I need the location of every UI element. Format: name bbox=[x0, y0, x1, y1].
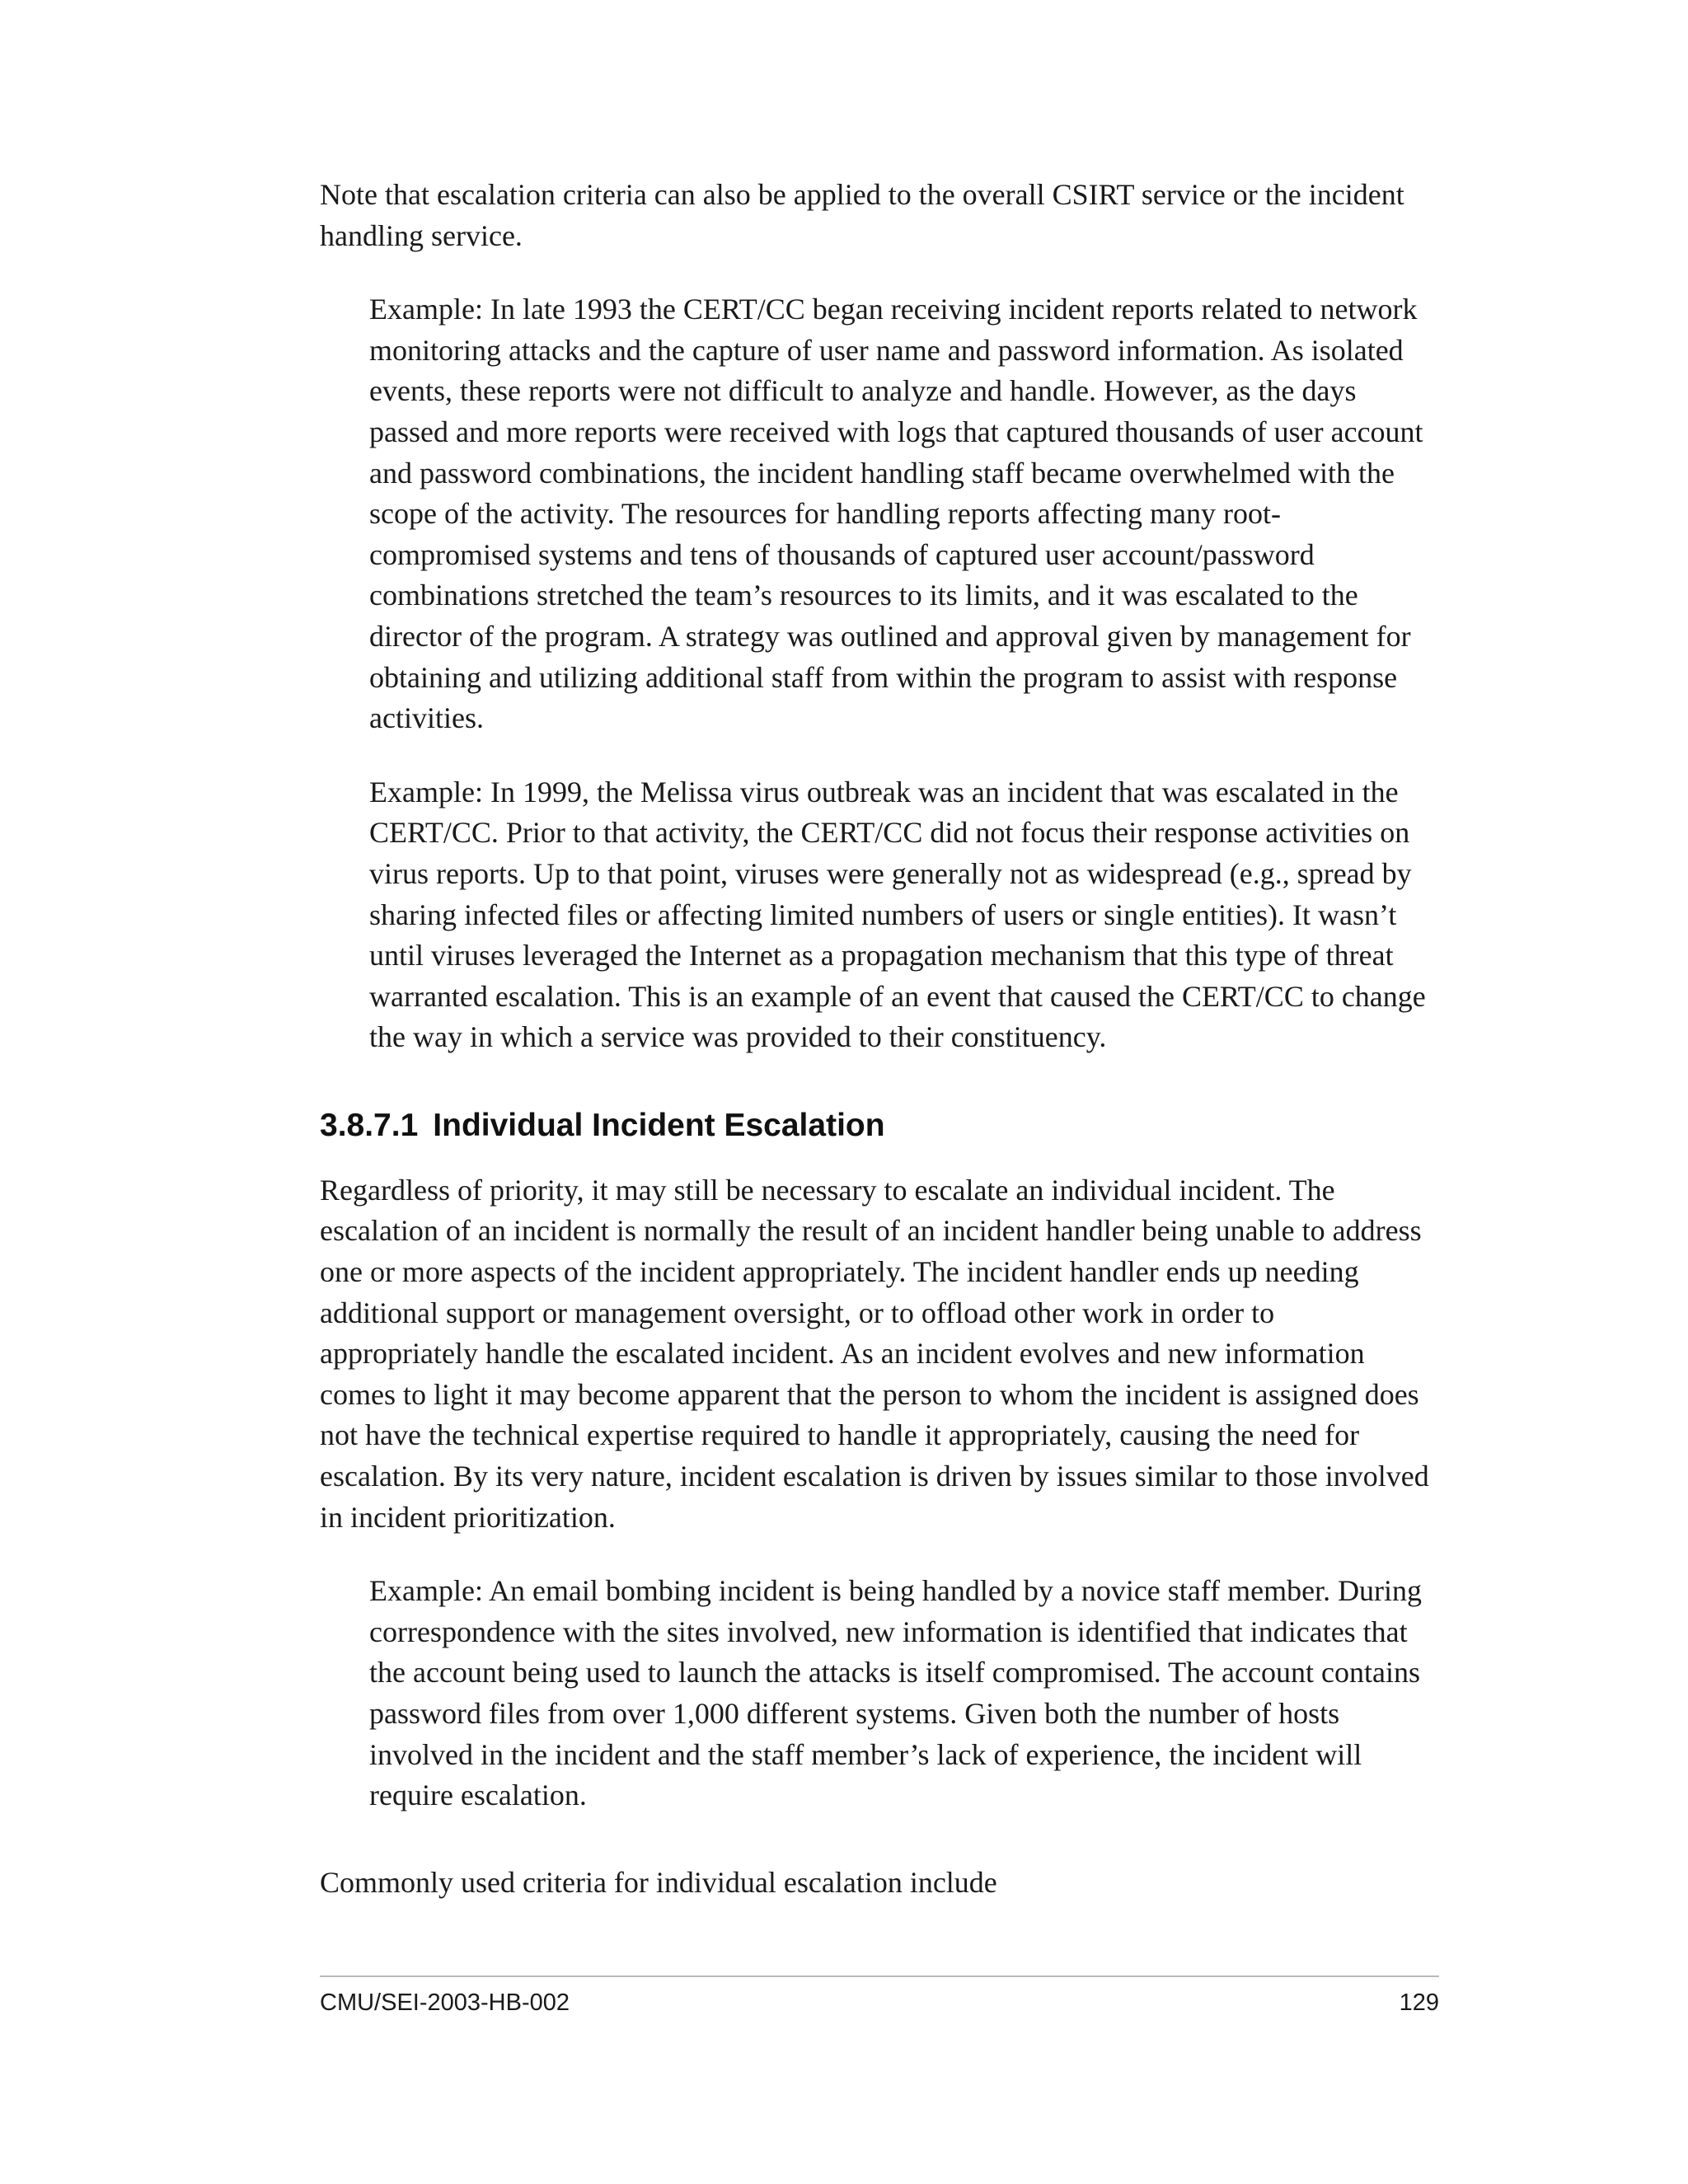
section-title: Individual Incident Escalation bbox=[433, 1107, 885, 1143]
example-1993-paragraph: Example: In late 1993 the CERT/CC began receiving incident reports related to network monitoring attacks and the capture of user name and password information. As isolated events, these reports were not difficult to analyze and handle. However, as the days passed and more reports were received with logs that captured thousands of user account and password combinations, the incident handling staff became overwhelmed with the scope of the activity. The resources for handling reports affecting many root-compromised systems and tens of thousands of captured user account/password combinations stretched the team’s resources to its limits, and it was escalated to the director of the program. A strategy was outlined and approval given by management for obtaining and utilizing additional staff from within the program to assist with response activities. bbox=[369, 293, 1423, 735]
document-id: CMU/SEI-2003-HB-002 bbox=[320, 1990, 570, 2016]
section-heading bbox=[320, 1104, 1439, 1147]
footer-divider bbox=[320, 1975, 1439, 1977]
section-number: 3.8.7.1 bbox=[320, 1107, 419, 1143]
page-number: 129 bbox=[1399, 1990, 1439, 2016]
page-footer bbox=[320, 1986, 1439, 2019]
page-body bbox=[320, 175, 1439, 1903]
criteria-lead-in-paragraph: Commonly used criteria for individual escalation include bbox=[320, 1865, 997, 1899]
escalation-paragraph: Regardless of priority, it may still be necessary to escalate an individual incident. The escalation of an incident is normally the result of an incident handler being unable to address one or more aspects of the incident appropriately. The incident handler ends up needing additional support or management oversight, or to offload other work in order to appropriately handle the escalated incident. As an incident evolves and new information comes to light it may become apparent that the person to whom the incident is assigned does not have the technical expertise required to handle it appropriately, causing the need for escalation. By its very nature, incident escalation is driven by issues similar to those involved in incident prioritization. bbox=[320, 1173, 1429, 1534]
intro-paragraph: Note that escalation criteria can also be applied to the overall CSIRT service or the incident handling service. bbox=[320, 178, 1404, 252]
example-email-bombing-paragraph: Example: An email bombing incident is being handled by a novice staff member. During correspondence with the sites involved, new information is identified that indicates that the account being used to launch the attacks is itself compromised. The account contains password files from over 1,000 different systems. Given both the number of hosts involved in the incident and the staff member’s lack of experience, the incident will require escalation. bbox=[369, 1574, 1423, 1812]
example-melissa-paragraph: Example: In 1999, the Melissa virus outbreak was an incident that was escalated in the CERT/CC. Prior to that activity, the CERT/CC did not focus their response activities on virus reports. Up to that point, viruses were generally not as widespread (e.g., spread by sharing infected files or affecting limited numbers of users or single entities). It wasn’t until viruses leveraged the Internet as a propagation mechanism that this type of threat warranted escalation. This is an example of an event that caused the CERT/CC to change the way in which a service was provided to their constituency. bbox=[369, 775, 1426, 1054]
